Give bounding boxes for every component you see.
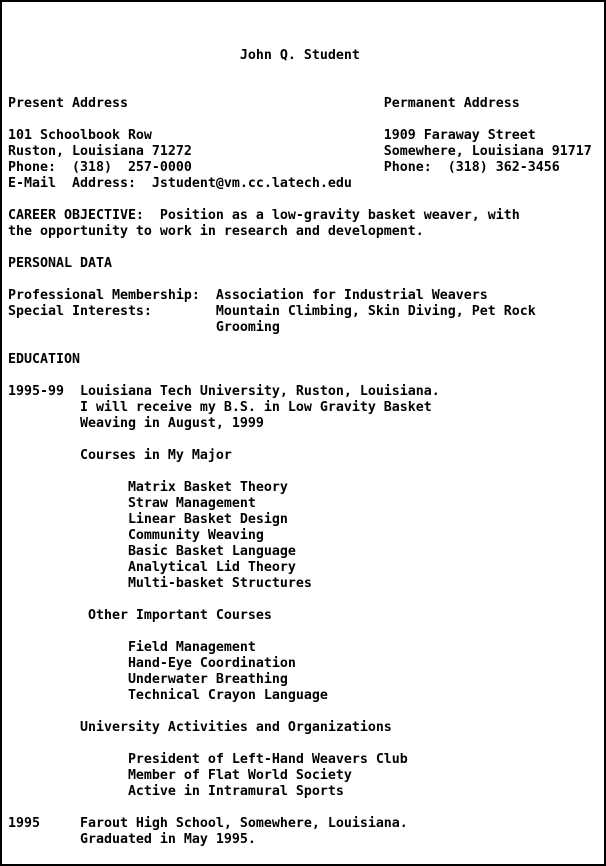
resume-line: Hand-Eye Coordination	[8, 656, 296, 671]
resume-line: Community Weaving	[8, 528, 264, 543]
resume-line: Underwater Breathing	[8, 672, 288, 687]
resume-line	[8, 800, 592, 816]
resume-line	[8, 240, 592, 256]
resume-line: Basic Basket Language	[8, 544, 296, 559]
resume-line	[8, 64, 592, 80]
resume-line: Grooming	[8, 320, 280, 335]
resume-line	[8, 368, 592, 384]
resume-line	[8, 592, 592, 608]
resume-line: Courses in My Major	[8, 448, 232, 463]
resume-line	[8, 80, 592, 96]
resume-line: Linear Basket Design	[8, 512, 288, 527]
resume-line: Analytical Lid Theory	[8, 560, 296, 575]
resume-line: CAREER OBJECTIVE: Position as a low-gravity basket weaver, with	[8, 208, 520, 223]
resume-line: Graduated in May 1995.	[8, 832, 256, 847]
resume-line: Phone: (318) 257-0000 Phone: (318) 362-3456	[8, 160, 560, 175]
resume-line: the opportunity to work in research and development.	[8, 224, 424, 239]
resume-line: Weaving in August, 1999	[8, 416, 264, 431]
resume-line: 101 Schoolbook Row 1909 Faraway Street	[8, 128, 536, 143]
resume-line	[8, 336, 592, 352]
resume-line: E-Mail Address: Jstudent@vm.cc.latech.edu	[8, 176, 352, 191]
resume-line: 1995-99 Louisiana Tech University, Ruston, Louisiana.	[8, 384, 440, 399]
resume-line: 1995 Farout High School, Somewhere, Louisiana.	[8, 816, 408, 831]
resume-line	[8, 704, 592, 720]
resume-line: PERSONAL DATA	[8, 256, 112, 271]
resume-line: Active in Intramural Sports	[8, 784, 344, 799]
resume-line	[8, 624, 592, 640]
resume-line	[8, 112, 592, 128]
resume-line: Professional Membership: Association for Industrial Weavers	[8, 288, 488, 303]
resume-line: EDUCATION	[8, 352, 80, 367]
resume-line: President of Left-Hand Weavers Club	[8, 752, 408, 767]
resume-line: Present Address Permanent Address	[8, 96, 520, 111]
resume-line	[8, 432, 592, 448]
resume-document	[8, 48, 592, 848]
resume-line: Straw Management	[8, 496, 256, 511]
resume-line	[8, 736, 592, 752]
resume-line: Matrix Basket Theory	[8, 480, 288, 495]
resume-line	[8, 464, 592, 480]
resume-line	[8, 272, 592, 288]
resume-line: Field Management	[8, 640, 256, 655]
resume-line: John Q. Student	[8, 48, 360, 63]
resume-line	[8, 192, 592, 208]
resume-line: University Activities and Organizations	[8, 720, 392, 735]
resume-line: Special Interests: Mountain Climbing, Skin Diving, Pet Rock	[8, 304, 536, 319]
resume-line: I will receive my B.S. in Low Gravity Basket	[8, 400, 432, 415]
resume-line: Member of Flat World Society	[8, 768, 352, 783]
resume-line: Ruston, Louisiana 71272 Somewhere, Louisiana 91717	[8, 144, 592, 159]
resume-line: Other Important Courses	[8, 608, 272, 623]
resume-line: Technical Crayon Language	[8, 688, 328, 703]
resume-line: Multi-basket Structures	[8, 576, 312, 591]
